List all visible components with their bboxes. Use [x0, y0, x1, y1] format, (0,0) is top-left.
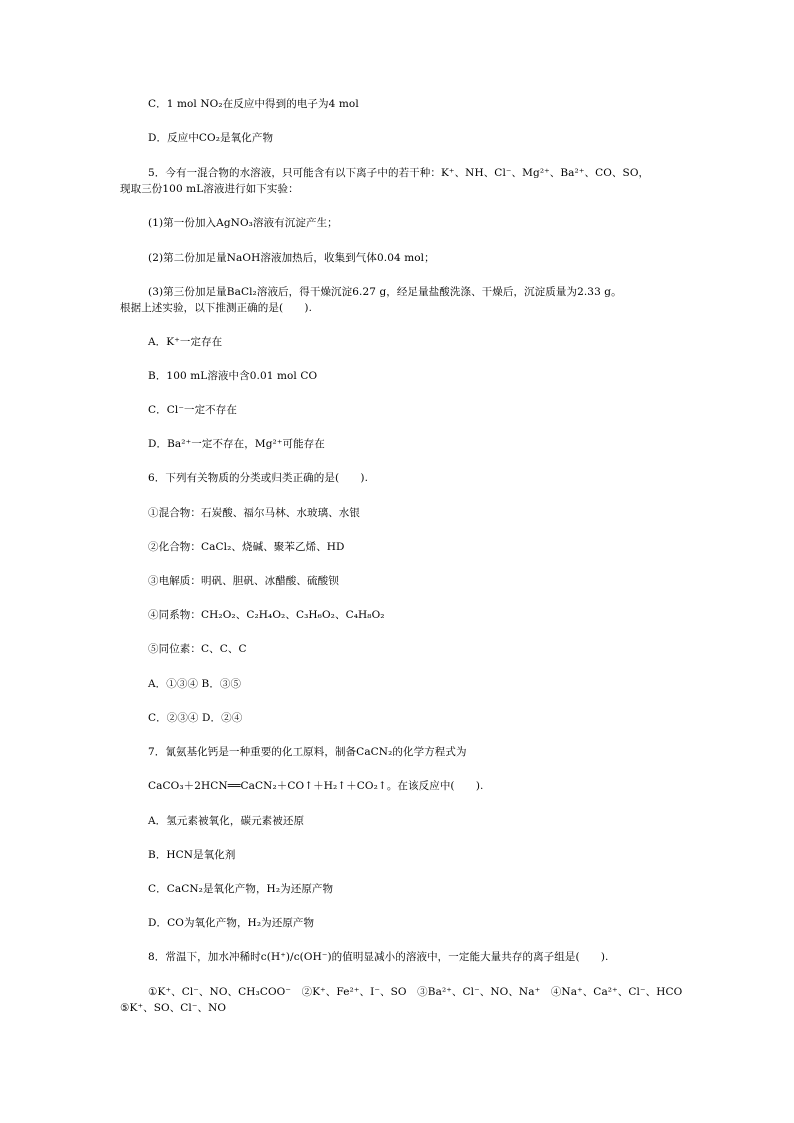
q7-option-c: C．CaCN₂是氧化产物，H₂为还原产物: [148, 883, 334, 895]
q7-equation: CaCO₃＋2HCN══CaCN₂＋CO↑＋H₂↑＋CO₂↑。在该反应中( ).: [148, 780, 484, 792]
q6-item-3: ③电解质：明矾、胆矾、冰醋酸、硫酸钡: [148, 575, 339, 587]
q8-stem: 8．常温下，加水冲稀时c(H⁺)/c(OH⁻)的值明显减小的溶液中，一定能大量共存的离子组是( ).: [148, 951, 609, 963]
q6-options-cd: C．②③④ D．②④: [148, 712, 243, 724]
q4-option-d: D．反应中CO₂是氧化产物: [148, 132, 274, 144]
q5-experiment-2: (2)第二份加足量NaOH溶液加热后，收集到气体0.04 mol；: [148, 252, 435, 264]
q8-ion-groups-1-4: ①K⁺、Cl⁻、NO、CH₃COO⁻ ②K⁺、Fe²⁺、I⁻、SO ③Ba²⁺、Cl⁻、NO、Na⁺ ④Na⁺、Ca²⁺、Cl⁻、HCO: [148, 986, 683, 998]
q7-option-b: B．HCN是氧化剂: [148, 849, 236, 861]
q6-item-4: ④同系物：CH₂O₂、C₂H₄O₂、C₃H₆O₂、C₄H₈O₂: [148, 609, 385, 621]
q5-question: 根据上述实验，以下推测正确的是( ).: [120, 302, 313, 314]
q5-option-b: B．100 mL溶液中含0.01 mol CO: [148, 370, 318, 382]
q5-option-c: C．Cl⁻一定不存在: [148, 404, 237, 416]
q6-stem: 6．下列有关物质的分类或归类正确的是( ).: [148, 472, 369, 484]
q6-options-ab: A．①③④ B．③⑤: [148, 678, 242, 690]
q5-experiment-3: (3)第三份加足量BaCl₂溶液后，得干燥沉淀6.27 g，经足量盐酸洗涤、干燥后，沉淀质量为2.33 g。: [148, 286, 622, 298]
q6-item-5: ⑤同位素：C、C、C: [148, 643, 247, 655]
q5-stem-line2: 现取三份100 mL溶液进行如下实验：: [120, 183, 299, 195]
q7-option-d: D．CO为氧化产物，H₂为还原产物: [148, 917, 315, 929]
q5-stem-line1: 5．今有一混合物的水溶液，只可能含有以下离子中的若干种：K⁺、NH、Cl⁻、Mg²⁺、Ba²⁺、CO、SO，: [148, 167, 650, 179]
q4-option-c: C．1 mol NO₂在反应中得到的电子为4 mol: [148, 98, 359, 110]
q5-option-a: A．K⁺一定存在: [148, 336, 223, 348]
q6-item-1: ①混合物：石炭酸、福尔马林、水玻璃、水银: [148, 507, 360, 519]
q5-option-d: D．Ba²⁺一定不存在，Mg²⁺可能存在: [148, 438, 325, 450]
q7-option-a: A．氢元素被氧化，碳元素被还原: [148, 815, 305, 827]
q6-item-2: ②化合物：CaCl₂、烧碱、聚苯乙烯、HD: [148, 541, 345, 553]
q7-stem: 7．氰氨基化钙是一种重要的化工原料，制备CaCN₂的化学方程式为: [148, 746, 467, 758]
q5-experiment-1: (1)第一份加入AgNO₃溶液有沉淀产生；: [148, 217, 338, 229]
q8-ion-group-5: ⑤K⁺、SO、Cl⁻、NO: [120, 1002, 227, 1014]
